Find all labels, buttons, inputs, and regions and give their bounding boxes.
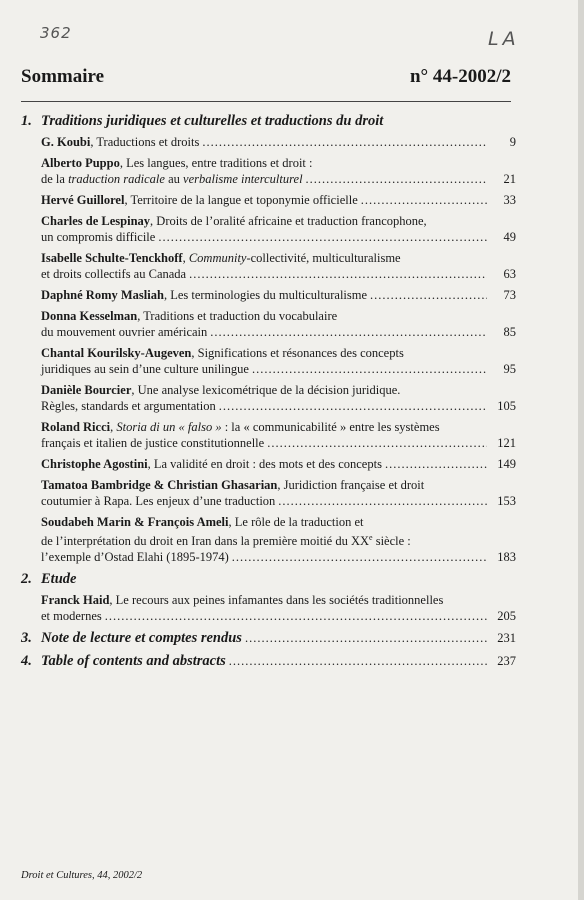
entry-page: 63 [503,267,516,281]
entry-title: , Territoire de la langue et toponymie officielle [124,193,358,207]
toc-entry [41,287,516,303]
section-3 [21,630,516,647]
entry-title: , Une analyse lexicométrique de la décision juridique. [131,383,401,397]
toc-entry: Tamatoa Bambridge & Christian Ghasarian, Juridiction française et droit coutumier à Rapa. Les enjeux d’une traduction ..... 153 [41,477,516,509]
page-edge-shadow [578,0,584,900]
header-rule [21,101,511,102]
toc-entry: Danièle Bourcier, Une analyse lexicométrique de la décision juridique. Règles, standards et argumentation ..... 105 [41,382,516,414]
entry-page: 21 [503,172,516,186]
entry-title: , Les terminologies du multiculturalisme [163,288,368,302]
toc-entry: Chantal Kourilsky-Augeven, Significations et résonances des concepts juridiques au sein d’une culture unilingue ..... 95 [41,345,516,377]
toc-entry: Soudabeh Marin & François Ameli, Le rôle de la traduction et de l’interprétation du droit en Iran dans la première moitié du XXe siècle : l’exemple d’Ostad Elahi (1895-1974) ..... 183 [41,514,516,565]
entry-page: 73 [503,288,516,302]
entry-title: , Les langues, entre traditions et droit : [119,156,313,170]
section-title: 2. Etude [21,571,77,588]
entry-author: Tamatoa Bambridge & Christian Ghasarian [41,478,278,492]
toc-entry [41,134,516,150]
entry-page: 85 [503,325,516,339]
entry-author: Chantal Kourilsky-Augeven [41,346,192,360]
entry-author: Soudabeh Marin & François Ameli [41,515,229,529]
entry-title: -collectivité, multiculturalisme [246,251,401,265]
toc-entry [41,192,516,208]
entry-author: Alberto Puppo [41,156,120,170]
entry-page: 149 [497,457,516,471]
entry-title: , Le rôle de la traduction et [228,515,364,529]
entry-page: 9 [509,135,516,149]
entry-title: , Traductions et droits [90,135,200,149]
entry-page: 105 [497,399,516,413]
entry-page: 205 [497,609,516,624]
section-title: 4. Table of contents and abstracts ..... 237 [21,653,516,670]
page-title: Sommaire [21,66,105,87]
entry-author: Daphné Romy Masliah [41,288,164,302]
entry-author: G. Koubi [41,135,91,149]
entry-page: 95 [503,362,516,376]
entry-page: 121 [497,436,516,450]
entry-title: , Le recours aux peines infamantes dans les sociétés traditionnelles [109,593,444,608]
entry-title: , Juridiction française et droit [277,478,425,492]
entry-author: Christophe Agostini [41,457,148,471]
section-title: 1. Traditions juridiques et culturelles et traductions du droit [21,113,384,129]
toc-entry: Charles de Lespinay, Droits de l’oralité africaine et traduction francophone, un compromis difficile ..... 49 [41,213,516,245]
section-page: 237 [497,654,516,669]
entry-author: Charles de Lespinay [41,214,151,228]
toc-entry: Donna Kesselman, Traditions et traduction du vocabulaire du mouvement ouvrier américain ..... 85 [41,308,516,340]
entry-title: , La validité en droit : des mots et des concepts [147,457,382,471]
entry-title: , Droits de l’oralité africaine et traduction francophone, [150,214,427,228]
entry-author: Hervé Guillorel [41,193,125,207]
section-title: 3. Note de lecture et comptes rendus ..... 231 [21,630,516,647]
toc-entry: Roland Ricci, Storia di un « falso » : la « communicabilité » entre les systèmes français et italien de justice constitutionnelle ..... 121 [41,419,516,451]
toc-entry [41,456,516,472]
toc-entry: Isabelle Schulte-Tenckhoff, Community-collectivité, multiculturalisme et droits collectifs au Canada ..... 63 [41,250,516,282]
page-header [21,66,511,88]
section-2 [21,571,516,624]
section-1 [21,113,516,565]
entry-author: Franck Haid [41,593,110,608]
toc-entry: Alberto Puppo, Les langues, entre traditions et droit : de la traduction radicale au verbalisme interculturel ..... 21 [41,155,516,187]
entry-title: , Significations et résonances des concepts [191,346,404,360]
issue-number: n° 44-2002/2 [409,66,511,87]
entry-page: 183 [497,550,516,565]
entry-page: 33 [503,193,516,207]
entry-page: 49 [503,230,516,244]
toc-entry: Franck Haid, Le recours aux peines infamantes dans les sociétés traditionnelles et modernes ..... 205 [41,592,516,624]
handwritten-initials: LA [488,28,520,50]
entry-author: Danièle Bourcier [41,383,132,397]
entry-title: : la « communicabilité » entre les systèmes [221,420,440,434]
page-footer: Droit et Cultures, 44, 2002/2 [21,870,143,881]
entry-author: Donna Kesselman [41,309,138,323]
entry-title: , Traditions et traduction du vocabulaire [137,309,338,323]
entry-author: Roland Ricci [41,420,111,434]
section-page: 231 [497,631,516,646]
entry-page: 153 [497,494,516,508]
section-4 [21,653,516,670]
handwritten-number: 362 [40,24,72,42]
table-of-contents [21,113,516,676]
entry-author: Isabelle Schulte-Tenckhoff [41,251,183,265]
